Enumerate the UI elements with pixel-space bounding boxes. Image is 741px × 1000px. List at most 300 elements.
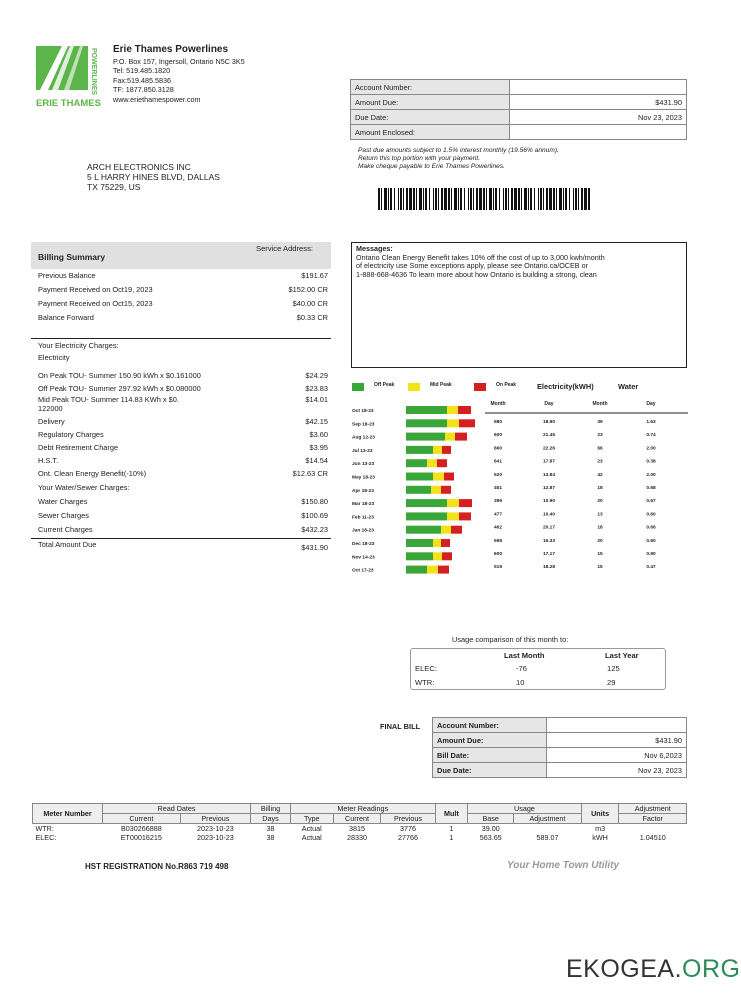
bar-segment — [406, 499, 447, 507]
bar-segment — [441, 539, 450, 547]
company-tel: Tel: 519.485.1820 — [113, 66, 171, 75]
charge-row — [38, 511, 328, 521]
customer-city: TX 75229, US — [87, 182, 141, 192]
final-row — [433, 733, 687, 748]
bar-segment — [406, 473, 433, 481]
read-dates-header: Read Dates — [103, 804, 251, 814]
bar-segment — [442, 552, 452, 560]
company-website: www.eriethamespower.com — [113, 94, 201, 104]
summary-amount: $0.33 CR — [296, 313, 328, 322]
charge-amount: $3.95 — [309, 443, 328, 452]
table-cell: 20.17 — [542, 525, 556, 531]
barcode-bar — [483, 188, 485, 210]
charge-amount: $14.01 — [305, 395, 328, 404]
summary-row — [38, 271, 328, 281]
table-cell: 17.17 — [542, 552, 556, 557]
legend-label: Mid Peak — [430, 382, 452, 388]
bar-segment — [459, 419, 475, 427]
billing-summary-title: Billing Summary — [38, 252, 106, 262]
usage-comparison-title: Usage comparison of this month to: — [452, 635, 569, 644]
remit-label: Amount Enclosed: — [351, 125, 510, 140]
table-cell: 0.67 — [646, 499, 656, 505]
customer-street: 5 L HARRY HINES BLVD, DALLAS — [87, 172, 220, 182]
barcode-bar — [503, 188, 504, 210]
bar-segment — [451, 526, 462, 534]
company-address: P.O. Box 157, Ingersoll, Ontario N5C 3K5 — [113, 56, 245, 66]
barcode-bar — [493, 188, 494, 210]
chart-title-water: Water — [618, 382, 639, 391]
barcode-bar — [528, 188, 529, 210]
barcode-bar — [553, 188, 555, 210]
comparison-value: 29 — [607, 678, 616, 687]
table-cell: 399 — [493, 499, 503, 505]
table-header: Month — [592, 401, 608, 407]
bar-segment — [445, 433, 455, 441]
meter-days: 38 — [266, 824, 275, 833]
category-label: Feb 11-23 — [352, 515, 374, 521]
tagline: Your Home Town Utility — [507, 860, 620, 871]
barcode-bar — [458, 188, 459, 210]
usage-header: Usage — [468, 804, 582, 814]
barcode-bar — [499, 188, 500, 210]
meter-id: ET00016215 — [120, 833, 162, 842]
meter-type: Actual — [301, 824, 322, 833]
charge-row — [38, 417, 328, 427]
company-info — [113, 45, 245, 104]
legend-swatch — [352, 383, 364, 391]
barcode-bar — [438, 188, 439, 210]
table-cell: 23 — [597, 433, 603, 439]
bar-segment — [406, 566, 427, 574]
barcode-bar — [514, 188, 517, 210]
table-cell: 15 — [597, 552, 603, 557]
table-cell: 0.90 — [646, 552, 656, 557]
electricity-header — [38, 341, 328, 351]
table-cell: 598 — [493, 538, 503, 544]
bar-segment — [447, 419, 459, 427]
electricity-sub-label: Electricity — [38, 353, 70, 362]
total-row — [38, 540, 328, 550]
charge-row — [38, 456, 328, 466]
table-cell: 18 — [597, 525, 603, 531]
barcode-bar — [403, 188, 404, 210]
units-header: Units — [581, 804, 619, 824]
meter-id: B030266888 — [120, 824, 162, 833]
table-cell: 66 — [597, 446, 603, 452]
table-cell: 1.63 — [646, 420, 656, 425]
watermark-main: EKOGEA. — [566, 955, 683, 983]
barcode-bar — [486, 188, 487, 210]
table-cell: 18.90 — [542, 420, 556, 425]
bar-segment — [433, 552, 442, 560]
barcode-bar — [473, 188, 474, 210]
category-label: Apr 18-23 — [352, 488, 374, 494]
table-cell: 519 — [493, 565, 503, 571]
meter-base: 563.65 — [479, 833, 502, 842]
charge-row — [38, 430, 328, 440]
bar-segment — [427, 459, 437, 467]
total-amount: $431.90 — [301, 543, 328, 552]
bar-segment — [427, 566, 438, 574]
bar-segment — [444, 473, 454, 481]
watermark — [566, 955, 741, 984]
company-tollfree: TF: 1877.850.3128 — [113, 85, 174, 94]
category-label: Sep 18-23 — [352, 422, 375, 428]
final-value — [547, 718, 687, 733]
barcode-bar — [464, 188, 465, 210]
table-cell: 0.60 — [646, 538, 656, 544]
hst-registration: HST REGISTRATION No.R863 719 498 — [85, 862, 229, 871]
chart-title: Electricity(kWH) — [537, 382, 594, 391]
remit-value — [510, 125, 687, 140]
category-label: Mar 18-23 — [352, 502, 375, 508]
barcode-bar — [581, 188, 583, 210]
final-row — [433, 748, 687, 763]
table-cell: 520 — [493, 472, 503, 478]
barcode-bar — [563, 188, 564, 210]
summary-amount: $40.00 CR — [292, 299, 328, 308]
barcode-bar — [460, 188, 462, 210]
company-fax: Fax:519.485.5836 — [113, 75, 171, 85]
customer-name: ARCH ELECTRONICS INC — [87, 162, 191, 172]
remit-value: Nov 23, 2023 — [510, 110, 687, 125]
barcode-bar — [476, 188, 478, 210]
barcode-bar — [406, 188, 408, 210]
table-cell: 10.90 — [542, 499, 556, 505]
bar-segment — [406, 552, 433, 560]
table-header: Day — [544, 401, 554, 407]
meter-factor — [619, 824, 687, 834]
comparison-col-last-year: Last Year — [605, 651, 639, 660]
reading-current-header: Current — [333, 814, 381, 824]
table-cell: 21.45 — [542, 433, 556, 439]
table-cell: 42 — [597, 472, 603, 478]
table-cell: 0.68 — [646, 486, 656, 491]
comparison-value: -76 — [516, 664, 527, 673]
billing-header: Billing — [251, 804, 291, 814]
category-label: Jan 18-23 — [352, 528, 374, 534]
barcode-bar — [573, 188, 574, 210]
final-row — [433, 718, 687, 733]
barcode-bar — [508, 188, 509, 210]
legend-swatch — [408, 383, 420, 391]
charge-label: 122000 — [38, 404, 63, 413]
remittance-table — [350, 79, 687, 140]
summary-amount: $191.67 — [301, 271, 328, 280]
legend-swatch — [474, 383, 486, 391]
meter-row — [33, 824, 687, 834]
charge-label: Ont. Clean Energy Benefit(-10%) — [38, 469, 147, 478]
remit-value — [510, 80, 687, 95]
meter-prev-date: 2023-10-23 — [196, 824, 234, 833]
bar-segment — [431, 486, 441, 494]
barcode-bar — [479, 188, 482, 210]
charge-amount: $3.60 — [309, 430, 328, 439]
barcode-bar — [578, 188, 579, 210]
barcode-bar — [495, 188, 497, 210]
remit-label: Amount Due: — [351, 95, 510, 110]
barcode-bar — [565, 188, 567, 210]
barcode-bar — [569, 188, 570, 210]
meter-current: 3815 — [349, 824, 365, 833]
message-line: 1-888-668-4636 To learn more about how Ontario is building a strong, clean — [356, 269, 597, 279]
legend-label: On Peak — [496, 382, 517, 388]
company-logo — [36, 44, 104, 112]
table-cell: 39 — [597, 420, 603, 425]
bar-segment — [447, 406, 458, 414]
table-cell: 0.47 — [646, 565, 656, 571]
charge-amount: $23.83 — [305, 384, 328, 393]
bar-segment — [458, 406, 471, 414]
barcode-bar — [444, 188, 447, 210]
table-cell: 12.87 — [542, 486, 556, 491]
charge-label: Mid Peak TOU- Summer 114.83 KWh x $0. — [38, 395, 179, 404]
final-label: Amount Due: — [433, 733, 547, 748]
barcode-bar — [384, 188, 387, 210]
table-cell: 20 — [597, 499, 603, 505]
barcode-bar — [540, 188, 542, 210]
divider — [31, 538, 331, 539]
table-cell: 660 — [493, 446, 503, 452]
comparison-label: WTR: — [415, 678, 435, 687]
remit-note: Return this top portion with your payment. — [358, 155, 481, 162]
meter-units: m3 — [595, 824, 606, 833]
charge-amount: $150.80 — [301, 497, 328, 506]
remit-label: Due Date: — [351, 110, 510, 125]
barcode-bar — [419, 188, 422, 210]
water-header-label: Your Water/Sewer Charges: — [38, 483, 130, 492]
table-cell: 641 — [493, 459, 503, 465]
bar-segment — [406, 459, 427, 467]
charge-amount: $12.63 CR — [292, 469, 328, 478]
charge-label: On Peak TOU- Summer 150.90 kWh x $0.161000 — [38, 371, 201, 380]
barcode-bar — [423, 188, 424, 210]
barcode-bar — [575, 188, 577, 210]
meter-label: WTR: — [35, 824, 54, 833]
barcode-bar — [416, 188, 417, 210]
mult-header: Mult — [435, 804, 468, 824]
charge-label: Sewer Charges — [38, 511, 89, 520]
messages-box — [351, 242, 687, 368]
adjustment-header: Adjustment — [619, 804, 687, 814]
barcode-bar — [588, 188, 590, 210]
barcode-bar — [448, 188, 450, 210]
meter-previous: 3776 — [399, 824, 416, 833]
remit-note: Make cheque payable to Erie Thames Powerlines. — [358, 163, 505, 170]
summary-row — [38, 285, 328, 295]
remit-notes — [358, 147, 559, 171]
category-label: Dec 18-23 — [352, 542, 375, 547]
table-cell: 22.26 — [542, 446, 556, 452]
summary-label: Payment Received on Oct19, 2023 — [38, 285, 153, 294]
comparison-col-last-month: Last Month — [504, 651, 545, 660]
barcode-bar — [489, 188, 492, 210]
usage-comparison-box — [410, 648, 666, 690]
barcode-bar — [470, 188, 472, 210]
meter-days: 38 — [266, 833, 275, 842]
charge-label: Off Peak TOU- Summer 297.92 kWh x $0.080000 — [38, 384, 201, 393]
charge-amount: $14.54 — [305, 456, 328, 465]
barcode-bar — [505, 188, 507, 210]
barcode-bar — [394, 188, 395, 210]
meter-number-header: Meter Number — [33, 804, 103, 824]
remit-value: $431.90 — [510, 95, 687, 110]
final-value: Nov 6,2023 — [547, 748, 687, 763]
remit-row — [351, 95, 687, 110]
barcode — [378, 188, 590, 210]
bar-segment — [459, 512, 471, 520]
message-line: of electricity use Some exceptions apply, please see Ontario.ca/OCEB or — [356, 261, 588, 271]
customer-address — [87, 162, 220, 192]
table-cell: 477 — [493, 512, 503, 518]
barcode-bar — [521, 188, 522, 210]
barcode-bar — [468, 188, 469, 210]
barcode-bar — [400, 188, 402, 210]
messages-title: Messages: — [356, 244, 393, 253]
summary-label: Balance Forward — [38, 313, 94, 322]
svg-text:ERIE THAMES: ERIE THAMES — [36, 98, 101, 109]
bar-segment — [406, 512, 447, 520]
base-header: Base — [468, 814, 514, 824]
bar-segment — [406, 419, 447, 427]
charge-amount: $100.69 — [301, 511, 328, 520]
bar-segment — [442, 446, 451, 454]
category-label: May 18-23 — [352, 475, 375, 481]
barcode-bar — [543, 188, 544, 210]
bar-segment — [406, 446, 433, 454]
water-header — [38, 483, 328, 493]
bar-segment — [433, 539, 441, 547]
table-cell: 13.84 — [542, 472, 556, 478]
barcode-bar — [441, 188, 443, 210]
bar-segment — [406, 486, 431, 494]
barcode-bar — [549, 188, 552, 210]
message-line: Ontario Clean Energy Benefit takes 10% off the cost of up to 3,000 kwh/month — [356, 252, 605, 262]
table-cell: 16.33 — [542, 538, 556, 544]
meter-readings-header: Meter Readings — [290, 804, 435, 814]
comparison-value: 10 — [516, 678, 525, 687]
bar-segment — [406, 406, 447, 414]
legend-label: Off Peak — [374, 382, 395, 388]
barcode-bar — [433, 188, 434, 210]
remit-row — [351, 110, 687, 125]
charge-row — [38, 469, 328, 479]
charge-row — [38, 497, 328, 507]
divider — [31, 338, 331, 339]
charge-row — [38, 404, 328, 414]
final-bill-table — [432, 717, 687, 778]
barcode-bar — [425, 188, 427, 210]
table-cell: 2.00 — [646, 472, 656, 478]
meter-adjustment: 589.07 — [536, 833, 559, 842]
electricity-sub — [38, 353, 328, 363]
barcode-bar — [388, 188, 389, 210]
summary-label: Previous Balance — [38, 271, 96, 280]
barcode-bar — [429, 188, 430, 210]
usage-adjustment-header: Adjustment — [514, 814, 581, 824]
table-cell: 0.38 — [646, 459, 656, 465]
meter-row — [33, 833, 687, 842]
meter-label: ELEC: — [35, 833, 57, 842]
final-row — [433, 763, 687, 778]
barcode-bar — [435, 188, 437, 210]
read-previous-header: Previous — [180, 814, 250, 824]
category-label: Jul 13-23 — [352, 448, 373, 454]
meter-units: kWH — [592, 833, 608, 842]
bar-segment — [438, 566, 449, 574]
barcode-bar — [524, 188, 527, 210]
table-cell: 18 — [597, 486, 603, 491]
barcode-bar — [451, 188, 452, 210]
barcode-bar — [518, 188, 520, 210]
barcode-bar — [584, 188, 587, 210]
charge-label: Current Charges — [38, 525, 93, 534]
table-header: Day — [646, 401, 656, 407]
charge-row — [38, 384, 328, 394]
watermark-org: ORG — [682, 955, 741, 983]
final-label: Due Date: — [433, 763, 547, 778]
category-label: Oct 18-23 — [352, 409, 374, 414]
barcode-bar — [559, 188, 562, 210]
total-label: Total Amount Due — [38, 540, 97, 549]
company-name: Erie Thames Powerlines — [113, 44, 229, 55]
bar-segment — [406, 539, 433, 547]
table-cell: 0.60 — [646, 512, 656, 518]
bar-segment — [437, 459, 447, 467]
barcode-bar — [398, 188, 399, 210]
barcode-bar — [546, 188, 548, 210]
final-bill-label: FINAL BILL — [380, 722, 421, 731]
charge-label: Regulatory Charges — [38, 430, 104, 439]
table-cell: 13 — [597, 512, 603, 518]
comparison-value: 125 — [607, 664, 620, 673]
factor-header: Factor — [619, 814, 687, 824]
bar-segment — [455, 433, 467, 441]
summary-row — [38, 299, 328, 309]
remit-label: Account Number: — [351, 80, 510, 95]
days-header: Days — [251, 814, 291, 824]
summary-label: Payment Received on Oct15, 2023 — [38, 299, 153, 308]
charge-amount: $24.29 — [305, 371, 328, 380]
bar-segment — [406, 526, 441, 534]
meter-base: 39.00 — [481, 824, 500, 833]
meter-mult: 1 — [449, 833, 454, 842]
final-value: $431.90 — [547, 733, 687, 748]
remit-row — [351, 80, 687, 95]
charge-label: Debt Retirement Charge — [38, 443, 119, 452]
table-cell: 2.00 — [646, 446, 656, 452]
service-address-label: Service Address: — [256, 244, 313, 253]
meter-previous: 27766 — [397, 833, 418, 842]
summary-amount: $152.00 CR — [288, 285, 328, 294]
meter-prev-date: 2023-10-23 — [196, 833, 234, 842]
charge-label: Water Charges — [38, 497, 88, 506]
final-value: Nov 23, 2023 — [547, 763, 687, 778]
bar-segment — [441, 526, 451, 534]
charge-amount: $432.23 — [301, 525, 328, 534]
bar-segment — [433, 473, 444, 481]
barcode-bar — [530, 188, 532, 210]
table-cell: 600 — [493, 433, 503, 439]
meter-adjustment — [514, 824, 581, 834]
final-label: Account Number: — [433, 718, 547, 733]
charge-row — [38, 525, 328, 535]
table-cell: 0.74 — [646, 433, 656, 439]
barcode-bar — [409, 188, 412, 210]
table-cell: 10.40 — [542, 512, 556, 518]
barcode-bar — [454, 188, 457, 210]
charge-label: H.S.T. — [38, 456, 59, 465]
